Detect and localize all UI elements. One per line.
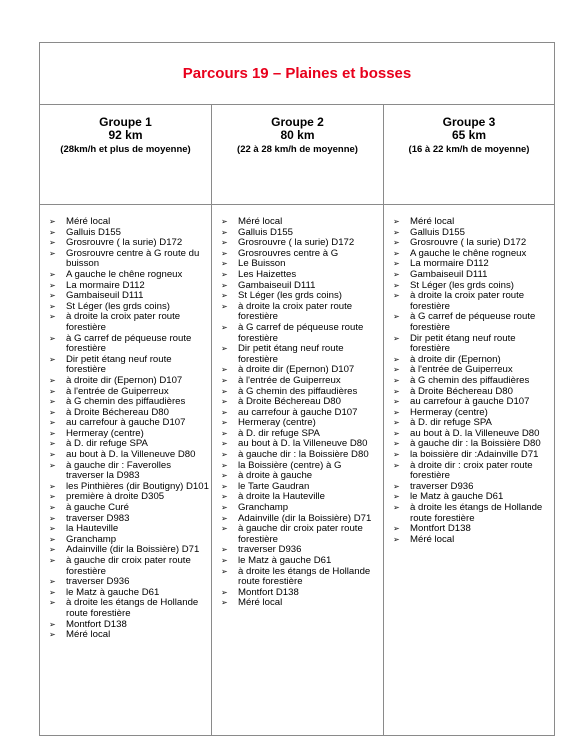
arrow-bullet-icon: ➢ [221, 344, 228, 354]
route-step [390, 312, 552, 333]
route-step-text: La mormaire D112 [410, 258, 489, 270]
route-step-text: à droite les étangs de Hollande route forestière [410, 502, 543, 524]
arrow-bullet-icon: ➢ [221, 375, 228, 385]
arrow-bullet-icon: ➢ [49, 407, 56, 417]
route-step [390, 334, 552, 355]
route-step [390, 503, 552, 524]
group-1-steps [46, 217, 209, 641]
arrow-bullet-icon: ➢ [49, 280, 56, 290]
route-step-text: la Boissière (centre) à G [238, 459, 342, 471]
route-step-text: au carrefour à gauche D107 [410, 396, 530, 408]
arrow-bullet-icon: ➢ [393, 248, 400, 258]
route-step-text: à G chemin des piffaudières [238, 385, 358, 397]
route-step-text: la Hauteville [66, 523, 119, 535]
page-title: Parcours 19 – Plaines et bosses [182, 65, 412, 82]
arrow-bullet-icon: ➢ [49, 481, 56, 491]
route-step [46, 598, 209, 619]
arrow-bullet-icon: ➢ [49, 534, 56, 544]
arrow-bullet-icon: ➢ [49, 577, 56, 587]
route-step-text: à Droite Béchereau D80 [66, 406, 169, 418]
route-step-text: La mormaire D112 [66, 279, 145, 291]
arrow-bullet-icon: ➢ [221, 587, 228, 597]
group-3-header [384, 105, 554, 204]
route-step-text: à D. dir refuge SPA [410, 417, 492, 429]
arrow-bullet-icon: ➢ [393, 534, 400, 544]
arrow-bullet-icon: ➢ [393, 460, 400, 470]
arrow-bullet-icon: ➢ [49, 513, 56, 523]
route-step-text: Montfort D138 [66, 618, 127, 630]
arrow-bullet-icon: ➢ [221, 365, 228, 375]
route-step [390, 291, 552, 312]
route-step [46, 312, 209, 333]
arrow-bullet-icon: ➢ [393, 450, 400, 460]
arrow-bullet-icon: ➢ [393, 481, 400, 491]
group-2-steps [218, 217, 381, 609]
arrow-bullet-icon: ➢ [221, 513, 228, 523]
route-step-text: le Matz à gauche D61 [66, 586, 160, 598]
route-step-text: à D. dir refuge SPA [238, 427, 320, 439]
route-step-text: à gauche dir croix pater route forestière [238, 523, 363, 545]
route-step-text: à droite les étangs de Hollande route forestière [238, 565, 371, 588]
route-step-text: à gauche dir : la Boissière D80 [238, 449, 369, 461]
route-step-text: à droite la Hauteville [238, 491, 325, 503]
route-step-text: Hermeray (centre) [410, 406, 488, 418]
route-step-text: à droite la croix pater route forestière [410, 290, 525, 312]
arrow-bullet-icon: ➢ [49, 248, 56, 258]
route-step-text: à l'entrée de Guiperreux [238, 374, 341, 386]
arrow-bullet-icon: ➢ [393, 397, 400, 407]
group-1-distance: 92 km [108, 128, 143, 142]
arrow-bullet-icon: ➢ [393, 269, 400, 279]
arrow-bullet-icon: ➢ [393, 333, 400, 343]
route-step-text: Grosrouvre ( la surie) D172 [410, 237, 527, 249]
route-step [46, 334, 209, 355]
arrow-bullet-icon: ➢ [49, 397, 56, 407]
route-step-text: au bout à D. la Villeneuve D80 [410, 427, 540, 439]
route-step [46, 355, 209, 376]
route-step-text: Adainville (dir la Boissière) D71 [238, 512, 372, 524]
group-header-row [40, 105, 554, 205]
route-step [218, 567, 381, 588]
arrow-bullet-icon: ➢ [49, 227, 56, 237]
route-step-text: Granchamp [238, 502, 289, 514]
route-step-text: Grosrouvre ( la surie) D172 [66, 237, 183, 249]
arrow-bullet-icon: ➢ [49, 333, 56, 343]
arrow-bullet-icon: ➢ [221, 439, 228, 449]
arrow-bullet-icon: ➢ [49, 301, 56, 311]
arrow-bullet-icon: ➢ [49, 312, 56, 322]
route-step-text: le Tarte Gaudran [238, 480, 310, 492]
route-step-text: Dir petit étang neuf route forestière [410, 332, 516, 355]
route-step-text: traverser D983 [66, 512, 130, 524]
arrow-bullet-icon: ➢ [221, 238, 228, 248]
arrow-bullet-icon: ➢ [393, 365, 400, 375]
arrow-bullet-icon: ➢ [221, 227, 228, 237]
arrow-bullet-icon: ➢ [49, 386, 56, 396]
arrow-bullet-icon: ➢ [221, 524, 228, 534]
route-step [218, 598, 381, 609]
arrow-bullet-icon: ➢ [49, 460, 56, 470]
route-step-text: à droite la croix pater route forestière [238, 300, 353, 323]
route-step-text: Galluis D155 [238, 226, 293, 238]
arrow-bullet-icon: ➢ [221, 503, 228, 513]
route-step [390, 461, 552, 482]
route-step-text: première à droite D305 [66, 491, 165, 503]
route-step-text: Hermeray (centre) [238, 417, 316, 429]
route-step-text: Galluis D155 [410, 226, 465, 238]
arrow-bullet-icon: ➢ [393, 439, 400, 449]
arrow-bullet-icon: ➢ [49, 375, 56, 385]
route-step-text: Dir petit étang neuf route forestière [238, 343, 344, 365]
arrow-bullet-icon: ➢ [221, 259, 228, 269]
route-step-text: au carrefour à gauche D107 [238, 406, 358, 418]
route-step-text: Méré local [66, 216, 111, 227]
arrow-bullet-icon: ➢ [221, 492, 228, 502]
route-step-text: St Léger (les grds coins) [410, 279, 514, 291]
route-step-text: traverser D936 [238, 544, 302, 556]
arrow-bullet-icon: ➢ [221, 291, 228, 301]
route-step [218, 323, 381, 344]
group-3-speed: (16 à 22 km/h de moyenne) [408, 144, 530, 155]
route-step-text: les Pinthières (dir Boutigny) D101 [66, 480, 209, 492]
arrow-bullet-icon: ➢ [221, 566, 228, 576]
arrow-bullet-icon: ➢ [49, 545, 56, 555]
arrow-bullet-icon: ➢ [49, 492, 56, 502]
arrow-bullet-icon: ➢ [221, 556, 228, 565]
route-step-text: Granchamp [66, 533, 117, 545]
arrow-bullet-icon: ➢ [221, 428, 228, 438]
route-table [39, 42, 555, 736]
route-step [390, 535, 552, 546]
arrow-bullet-icon: ➢ [393, 291, 400, 301]
arrow-bullet-icon: ➢ [49, 238, 56, 248]
route-step-text: à G carref de péqueuse route forestière [410, 311, 536, 333]
group-2-name: Groupe 2 [271, 115, 324, 129]
arrow-bullet-icon: ➢ [221, 450, 228, 460]
route-step-text: Grosrouvres centre à G [238, 247, 339, 259]
route-step-text: à gauche dir : la Boissière D80 [410, 438, 541, 450]
route-step-text: à droite la croix pater route forestière [66, 311, 181, 333]
itinerary-row [40, 205, 554, 735]
title-row [40, 43, 554, 105]
arrow-bullet-icon: ➢ [221, 217, 228, 226]
route-step [46, 630, 209, 641]
route-step-text: à droite à gauche [238, 470, 313, 482]
group-2-distance: 80 km [280, 128, 315, 142]
route-step-text: Dir petit étang neuf route forestière [66, 353, 172, 376]
route-step-text: à G chemin des piffaudières [66, 396, 186, 408]
arrow-bullet-icon: ➢ [221, 280, 228, 290]
route-step [218, 344, 381, 365]
arrow-bullet-icon: ➢ [49, 439, 56, 449]
route-step-text: Grosrouvre ( la surie) D172 [238, 237, 355, 249]
route-step-text: à G chemin des piffaudières [410, 374, 530, 386]
route-step-text: St Léger (les grds coins) [238, 290, 342, 302]
route-step-text: Méré local [410, 216, 455, 227]
arrow-bullet-icon: ➢ [49, 556, 56, 565]
arrow-bullet-icon: ➢ [393, 354, 400, 364]
route-step-text: au bout à D. la Villeneuve D80 [66, 449, 196, 461]
route-step-text: Gambaiseuil D111 [410, 268, 488, 280]
route-step-text: Adainville (dir la Boissière) D71 [66, 544, 200, 556]
route-step-text: Méré local [238, 216, 283, 227]
arrow-bullet-icon: ➢ [393, 418, 400, 428]
route-step-text: Méré local [238, 597, 283, 609]
route-step-text: à droite dir (Epernon) [410, 353, 501, 365]
arrow-bullet-icon: ➢ [393, 428, 400, 438]
arrow-bullet-icon: ➢ [49, 630, 56, 640]
group-2-speed: (22 à 28 km/h de moyenne) [237, 144, 358, 155]
group-3-itinerary [384, 205, 554, 735]
route-step-text: Gambaiseuil D111 [238, 279, 316, 291]
route-step-text: à G carref de péqueuse route forestière [238, 321, 364, 344]
route-step-text: à Droite Béchereau D80 [410, 385, 513, 397]
arrow-bullet-icon: ➢ [49, 524, 56, 534]
arrow-bullet-icon: ➢ [393, 280, 400, 290]
route-step [46, 461, 209, 482]
route-step-text: Gambaiseuil D111 [66, 290, 144, 302]
route-step-text: à l'entrée de Guiperreux [66, 385, 169, 397]
route-step [218, 524, 381, 545]
route-step-text: le Matz à gauche D61 [238, 555, 332, 566]
route-step-text: St Léger (les grds coins) [66, 300, 170, 312]
arrow-bullet-icon: ➢ [49, 354, 56, 364]
route-step-text: traverser D936 [66, 576, 130, 588]
route-step-text: à gauche dir : Faverolles traverser la D983 [66, 459, 172, 482]
group-2-header [212, 105, 384, 204]
arrow-bullet-icon: ➢ [221, 322, 228, 332]
arrow-bullet-icon: ➢ [221, 418, 228, 428]
group-1-itinerary [40, 205, 212, 735]
route-step-text: au carrefour à gauche D107 [66, 417, 186, 429]
route-step-text: Méré local [410, 533, 455, 545]
route-step-text: Hermeray (centre) [66, 427, 144, 439]
arrow-bullet-icon: ➢ [393, 524, 400, 534]
group-2-itinerary [212, 205, 384, 735]
route-step-text: à droite dir (Epernon) D107 [66, 374, 183, 386]
arrow-bullet-icon: ➢ [49, 291, 56, 301]
arrow-bullet-icon: ➢ [393, 217, 400, 226]
route-step-text: à Droite Béchereau D80 [238, 396, 341, 408]
group-3-name: Groupe 3 [442, 115, 496, 129]
arrow-bullet-icon: ➢ [49, 598, 56, 608]
route-step-text: Montfort D138 [238, 586, 299, 598]
route-step [46, 249, 209, 270]
route-step-text: au bout à D. la Villeneuve D80 [238, 438, 368, 450]
arrow-bullet-icon: ➢ [393, 312, 400, 322]
arrow-bullet-icon: ➢ [49, 503, 56, 513]
route-step-text: à droite dir (Epernon) D107 [238, 364, 355, 376]
arrow-bullet-icon: ➢ [393, 375, 400, 385]
arrow-bullet-icon: ➢ [221, 481, 228, 491]
route-step-text: Galluis D155 [66, 226, 121, 238]
group-1-name: Groupe 1 [99, 115, 152, 129]
arrow-bullet-icon: ➢ [393, 503, 400, 513]
route-step-text: traverser D936 [410, 480, 474, 492]
group-3-distance: 65 km [451, 128, 487, 142]
arrow-bullet-icon: ➢ [49, 450, 56, 460]
route-step-text: Montfort D138 [410, 523, 471, 535]
route-step-text: à gauche dir croix pater route forestière [66, 555, 191, 577]
arrow-bullet-icon: ➢ [393, 227, 400, 237]
route-step-text: à D. dir refuge SPA [66, 438, 148, 450]
route-step-text: A gauche le chêne rogneux [66, 268, 183, 280]
arrow-bullet-icon: ➢ [221, 460, 228, 470]
arrow-bullet-icon: ➢ [221, 397, 228, 407]
arrow-bullet-icon: ➢ [393, 492, 400, 502]
route-step-text: A gauche le chêne rogneux [410, 247, 527, 259]
route-step-text: la boissière dir :Adainville D71 [410, 449, 539, 461]
route-step-text: à G carref de péqueuse route forestière [66, 332, 192, 355]
arrow-bullet-icon: ➢ [221, 269, 228, 279]
route-step-text: Le Buisson [238, 258, 286, 270]
route-step-text: à gauche Curé [66, 502, 129, 514]
route-step-text: à droite dir : croix pater route forestière [410, 459, 533, 482]
arrow-bullet-icon: ➢ [49, 619, 56, 629]
arrow-bullet-icon: ➢ [49, 217, 56, 226]
arrow-bullet-icon: ➢ [221, 386, 228, 396]
arrow-bullet-icon: ➢ [393, 238, 400, 248]
arrow-bullet-icon: ➢ [49, 587, 56, 597]
route-step-text: Les Haizettes [238, 268, 297, 280]
arrow-bullet-icon: ➢ [221, 471, 228, 481]
group-1-header [40, 105, 212, 204]
group-1-speed: (28km/h et plus de moyenne) [60, 144, 191, 155]
arrow-bullet-icon: ➢ [221, 407, 228, 417]
arrow-bullet-icon: ➢ [49, 269, 56, 279]
arrow-bullet-icon: ➢ [49, 418, 56, 428]
arrow-bullet-icon: ➢ [393, 407, 400, 417]
route-step-text: Méré local [66, 629, 111, 641]
group-3-steps [390, 217, 552, 545]
arrow-bullet-icon: ➢ [221, 248, 228, 258]
arrow-bullet-icon: ➢ [49, 428, 56, 438]
route-step-text: à droite les étangs de Hollande route forestière [66, 597, 199, 619]
arrow-bullet-icon: ➢ [221, 598, 228, 608]
route-step-text: Grosrouvre centre à G route du buisson [66, 247, 200, 270]
arrow-bullet-icon: ➢ [393, 386, 400, 396]
arrow-bullet-icon: ➢ [221, 301, 228, 311]
route-step-text: le Matz à gauche D61 [410, 491, 504, 503]
route-step [218, 302, 381, 323]
route-step-text: à l'entrée de Guiperreux [410, 364, 513, 376]
arrow-bullet-icon: ➢ [393, 259, 400, 269]
route-step [46, 556, 209, 577]
arrow-bullet-icon: ➢ [221, 545, 228, 555]
